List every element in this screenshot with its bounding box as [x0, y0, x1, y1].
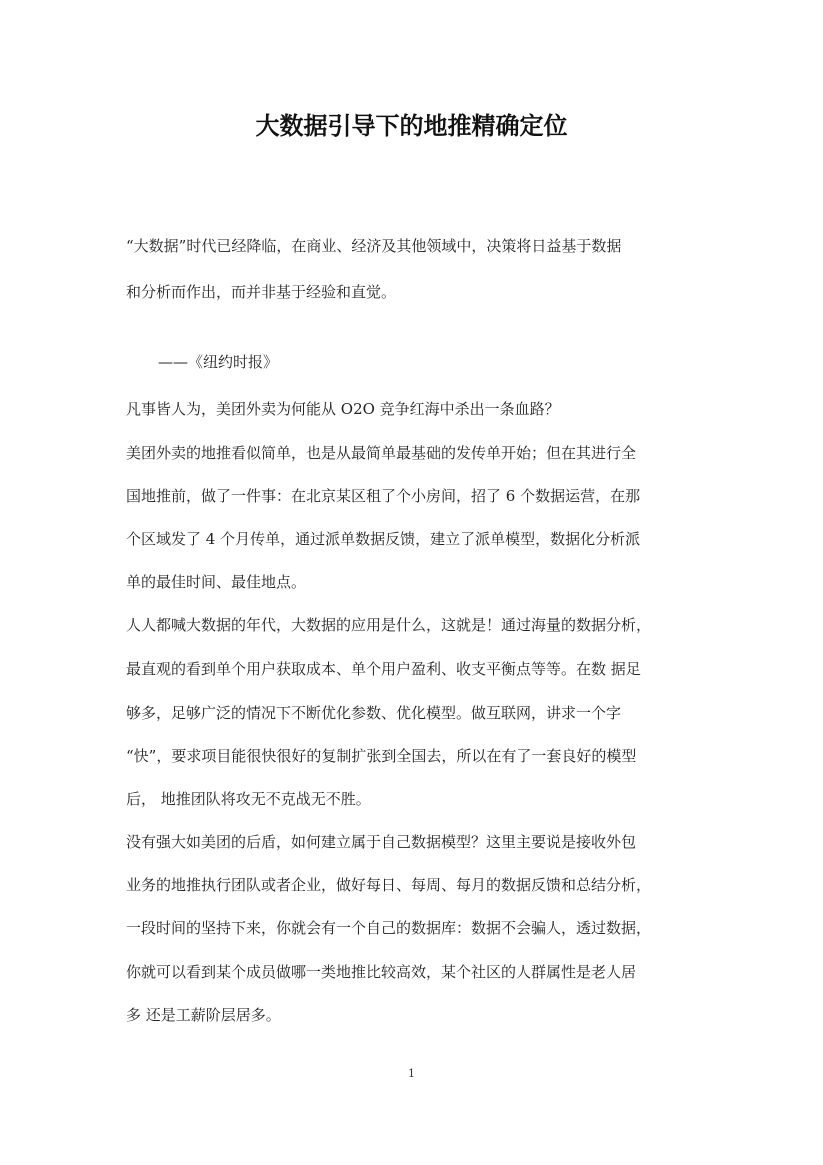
paragraph-line: 凡事皆人为，美团外卖为何能从 O2O 竞争红海中杀出一条血路？	[126, 400, 560, 418]
paragraph-line: “大数据”时代已经降临，在商业、经济及其他领域中，决策将日益基于数据	[126, 237, 622, 255]
paragraph-line: 没有强大如美团的后盾，如何建立属于自己数据模型？这里主要说是接收外包	[126, 833, 637, 851]
paragraph-line: 多 还是工薪阶层居多。	[126, 1006, 281, 1024]
paragraph-line: 个区域发了 4 个月传单，通过派单数据反馈，建立了派单模型，数据化分析派	[126, 530, 641, 548]
quote-attribution: ——《纽约时报》	[158, 353, 279, 371]
paragraph-line: 业务的地推执行团队或者企业，做好每日、每周、每月的数据反馈和总结分析，	[126, 876, 652, 894]
paragraph-line: 够多，足够广泛的情况下不断优化参数、优化模型。做互联网，讲求一个字	[126, 704, 622, 722]
paragraph-line: 国地推前，做了一件事：在北京某区租了个小房间，招了 6 个数据运营，在那	[126, 487, 641, 505]
paragraph-line: “快”，要求项目能很快很好的复制扩张到全国去，所以在有了一套良好的模型	[126, 747, 637, 765]
paragraph-line: 一段时间的坚持下来，你就会有一个自己的数据库：数据不会骗人，透过数据，	[126, 919, 652, 937]
paragraph-line: 单的最佳时间、最佳地点。	[126, 573, 307, 591]
paragraph-line: 最直观的看到单个用户获取成本、单个用户盈利、收支平衡点等等。在数 据足	[126, 660, 641, 678]
paragraph-line: 和分析而作出，而并非基于经验和直觉。	[126, 283, 397, 301]
page-number: 1	[408, 1067, 415, 1080]
paragraph-line: 你就可以看到某个成员做哪一类地推比较高效，某个社区的人群属性是老人居	[126, 963, 637, 981]
paragraph-line: 人人都喊大数据的年代，大数据的应用是什么，这就是！通过海量的数据分析，	[126, 616, 652, 634]
document-title: 大数据引导下的地推精确定位	[255, 112, 568, 140]
paragraph-line: 后， 地推团队将攻无不克战无不胜。	[126, 790, 371, 808]
paragraph-line: 美团外卖的地推看似简单，也是从最简单最基础的发传单开始；但在其进行全	[126, 444, 637, 462]
